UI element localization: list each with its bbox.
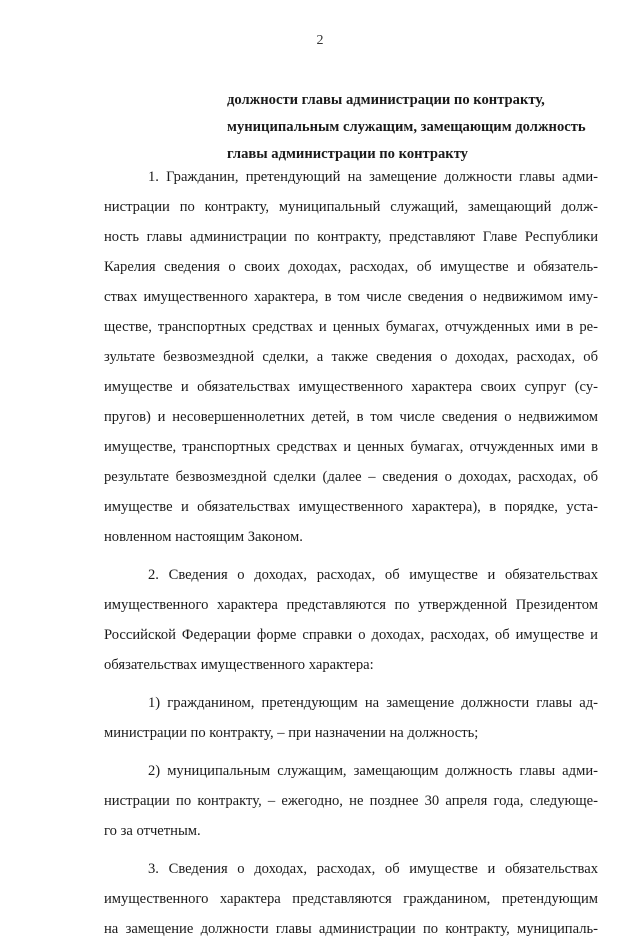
text-line: министрации по контракту, – при назначении на должность; xyxy=(104,725,479,741)
text-line: ществе, транспортных средствах и ценных бумагах, отчужденных ими в ре- xyxy=(104,319,598,335)
text-line: имуществе и обязательствах имущественного характера), в порядке, уста- xyxy=(104,499,598,515)
text-line: Российской Федерации форме справки о доходах, расходах, об имуществе и xyxy=(104,627,598,643)
text-line: 2) муниципальным служащим, замещающим должность главы адми- xyxy=(148,763,598,779)
text-line: Карелия сведения о своих доходах, расходах, об имуществе и обязатель- xyxy=(104,259,598,275)
text-line: нистрации по контракту, – ежегодно, не позднее 30 апреля года, следующе- xyxy=(104,793,598,809)
text-line: 1) гражданином, претендующим на замещение должности главы ад- xyxy=(148,695,598,711)
section-heading xyxy=(227,87,627,168)
text-line: ствах имущественного характера, в том числе сведения о недвижимом иму- xyxy=(104,289,598,305)
heading-line: должности главы администрации по контракту, xyxy=(227,92,545,108)
text-line: го за отчетным. xyxy=(104,823,201,839)
page-number: 2 xyxy=(316,33,324,48)
text-line: 2. Сведения о доходах, расходах, об имуществе и обязательствах xyxy=(148,567,598,583)
text-line: ность главы администрации по контракту, представляют Главе Республики xyxy=(104,229,598,245)
heading-line: муниципальным служащим, замещающим должность xyxy=(227,119,586,135)
text-line: обязательствах имущественного характера: xyxy=(104,657,374,673)
text-line: 1. Гражданин, претендующий на замещение должности главы адми- xyxy=(148,169,598,185)
text-line: имуществе и обязательствах имущественного характера своих супруг (су- xyxy=(104,379,598,395)
paragraph-1 xyxy=(104,162,598,552)
text-line: новленном настоящим Законом. xyxy=(104,529,303,545)
list-item-1 xyxy=(104,688,598,748)
text-line: результате безвозмездной сделки (далее – сведения о доходах, расходах, об xyxy=(104,469,598,485)
text-line: имуществе, транспортных средствах и ценных бумагах, отчужденных ими в xyxy=(104,439,598,455)
heading-line: главы администрации по контракту xyxy=(227,146,468,162)
text-line: пругов) и несовершеннолетних детей, в том числе сведения о недвижимом xyxy=(104,409,598,425)
text-line: нистрации по контракту, муниципальный служащий, замещающий долж- xyxy=(104,199,598,215)
paragraph-2 xyxy=(104,560,598,680)
text-line: 3. Сведения о доходах, расходах, об имуществе и обязательствах xyxy=(148,861,598,877)
paragraph-3 xyxy=(104,854,598,944)
document-body xyxy=(104,162,598,944)
list-item-2 xyxy=(104,756,598,846)
text-line: имущественного характера представляются по утвержденной Президентом xyxy=(104,597,598,613)
text-line: зультате безвозмездной сделки, а также сведения о доходах, расходах, об xyxy=(104,349,598,365)
text-line: на замещение должности главы администрации по контракту, муниципаль- xyxy=(104,921,598,937)
text-line: имущественного характера представляются гражданином, претендующим xyxy=(104,891,598,907)
